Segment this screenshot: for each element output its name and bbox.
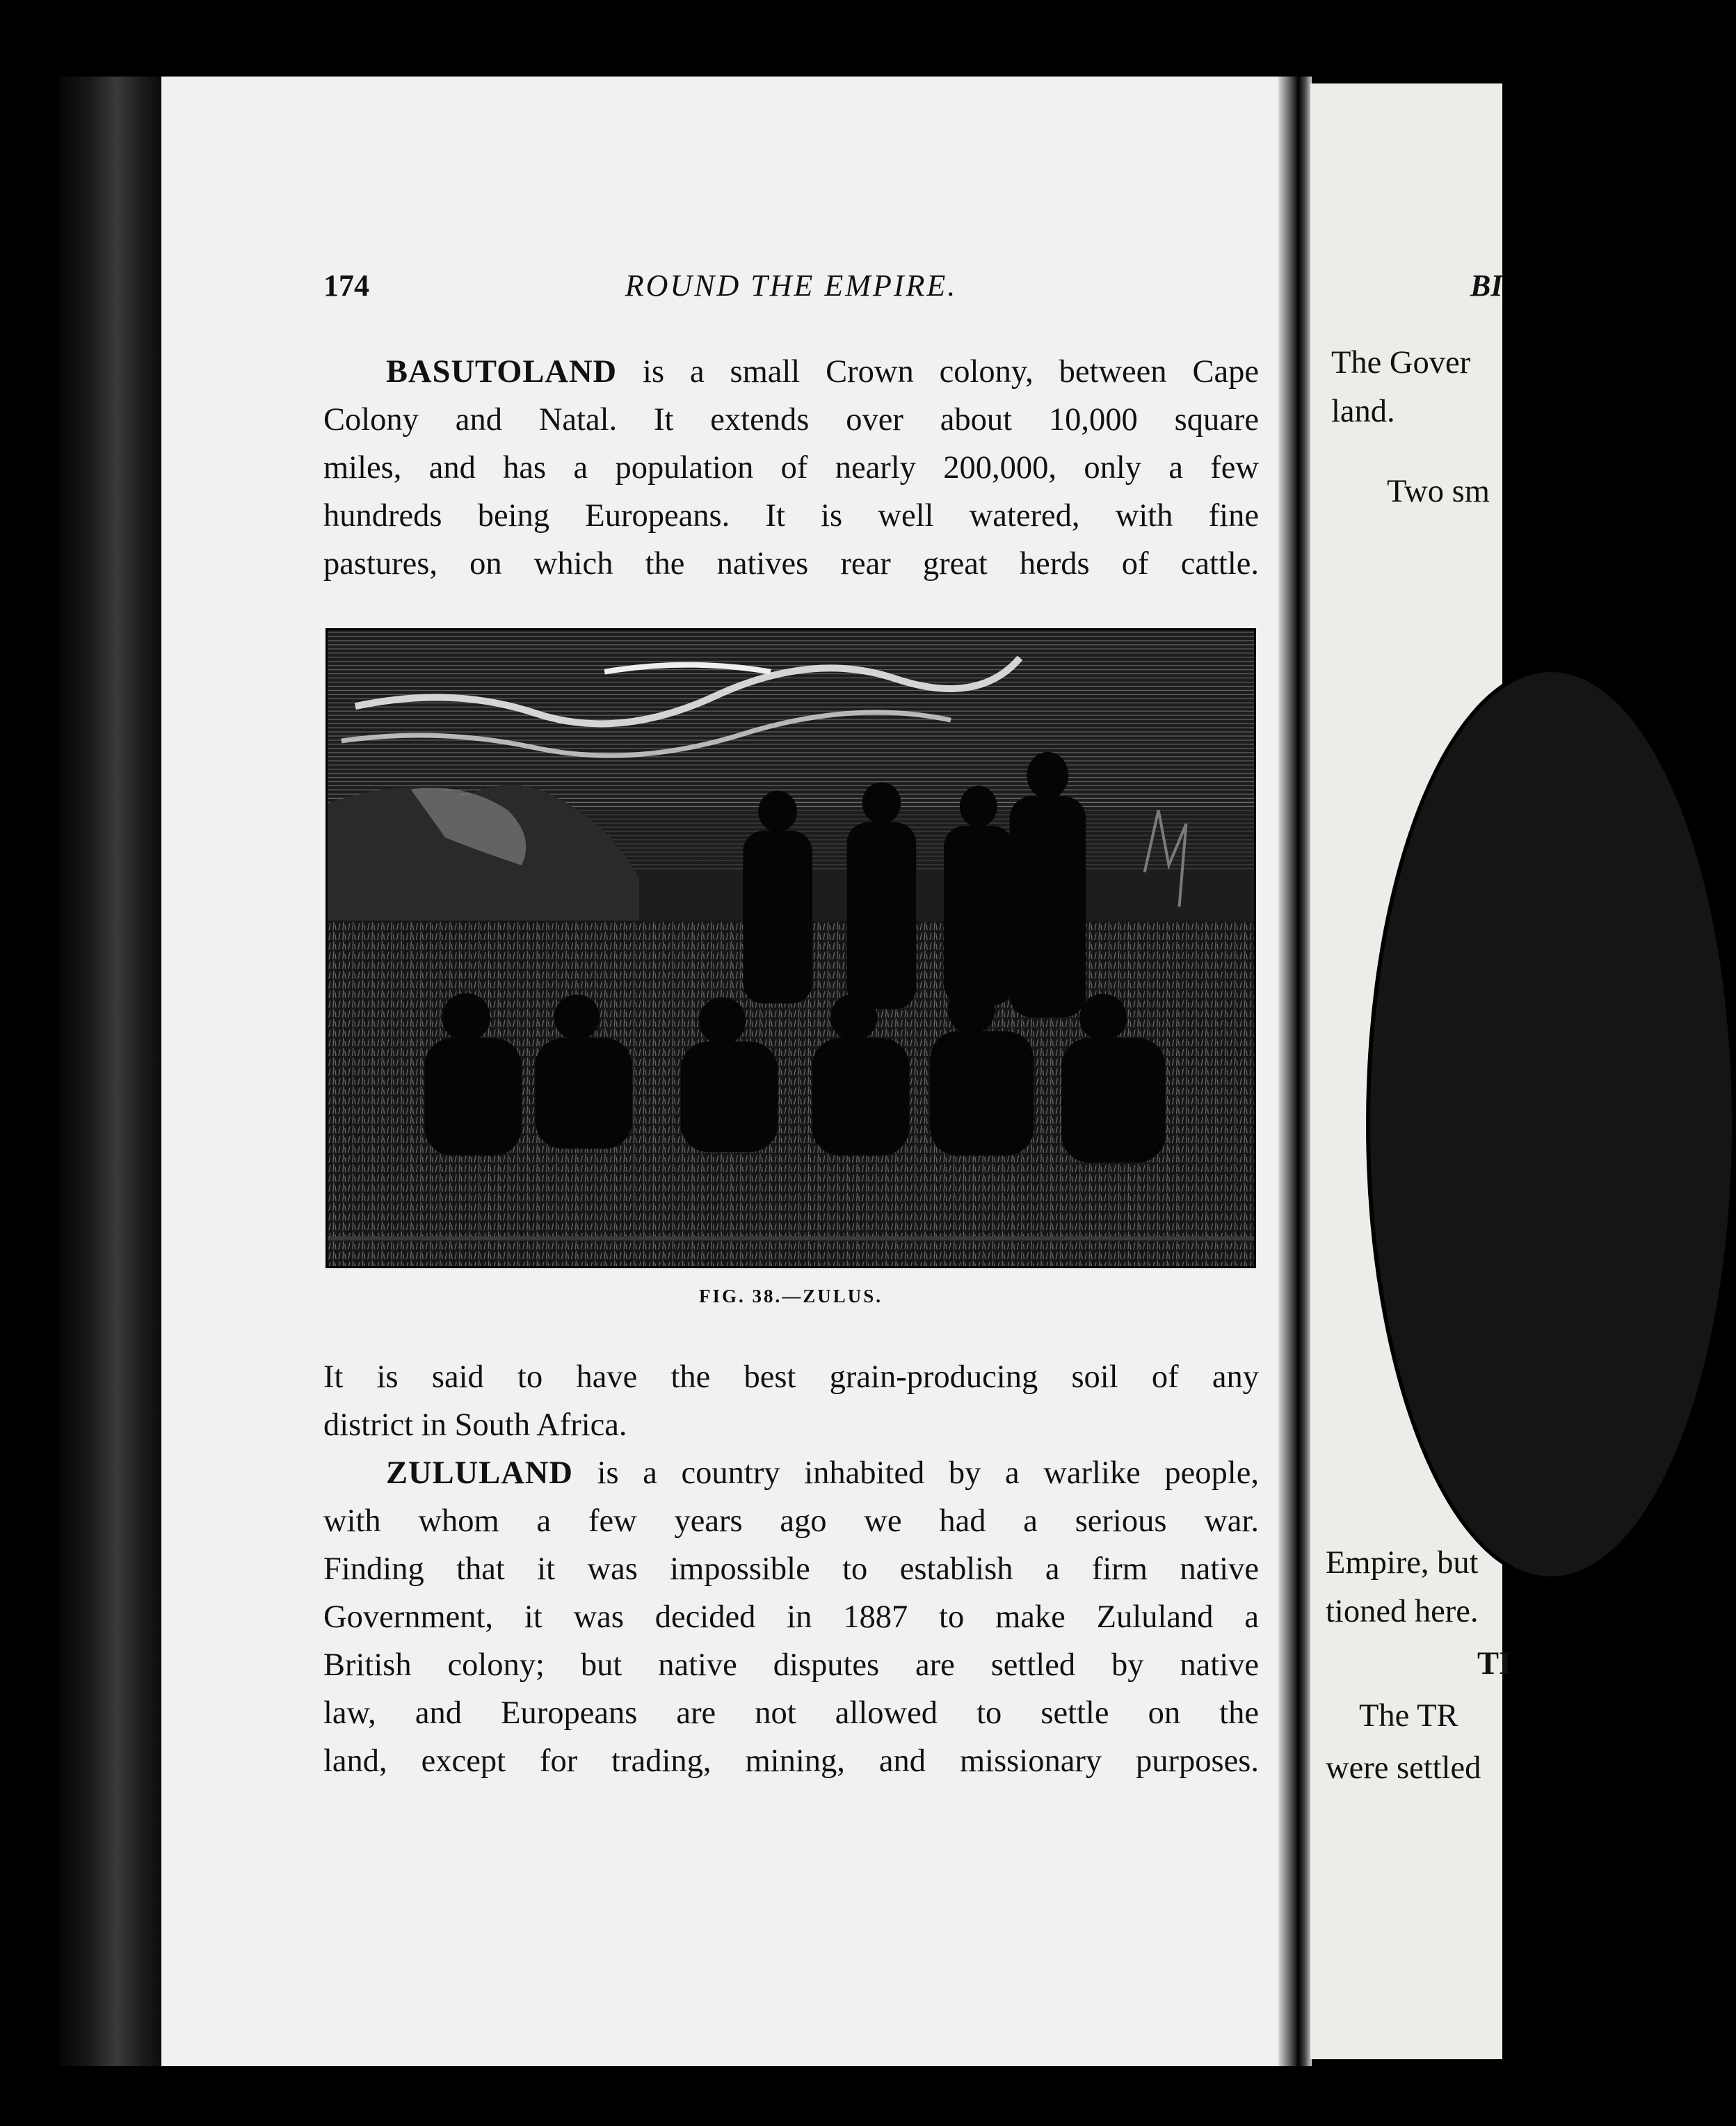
right-line-4: Empire, but <box>1326 1545 1479 1581</box>
right-line-5: tioned here. <box>1326 1594 1479 1629</box>
soil-paragraph <box>323 1353 1259 1449</box>
right-line-7: The TR <box>1359 1698 1458 1734</box>
para3-line-1: is a country inhabited by a warlike people, <box>572 1455 1259 1491</box>
book-spine-edge <box>59 77 163 2066</box>
para3-line-7: land, except for trading, mining, and missionary purposes. <box>323 1743 1259 1779</box>
running-head: ROUND THE EMPIRE. <box>625 269 958 303</box>
book-gutter <box>1278 77 1312 2066</box>
right-page-illustration <box>1366 668 1736 1581</box>
zululand-paragraph <box>323 1449 1259 1785</box>
para3-line-6: law, and Europeans are not allowed to settle on the <box>323 1695 1259 1731</box>
right-line-3: Two sm <box>1387 474 1490 509</box>
right-running-head: BI <box>1470 269 1503 303</box>
para2-line-1: It is said to have the best grain-producing soil of any <box>323 1359 1259 1395</box>
basutoland-heading: BASUTOLAND <box>386 354 618 390</box>
right-line-1: The Gover <box>1331 345 1471 381</box>
para1-line-1: is a small Crown colony, between Cape <box>617 354 1259 390</box>
figure-caption: FIG. 38.—ZULUS. <box>698 1286 883 1306</box>
para1-line-2: Colony and Natal. It extends over about 10,000 square <box>323 402 1259 438</box>
para2-line-2: district in South Africa. <box>323 1407 627 1443</box>
basutoland-paragraph <box>323 348 1259 588</box>
page-number: 174 <box>323 269 369 303</box>
para1-line-5: pastures, on which the natives rear great herds of cattle. <box>323 546 1259 582</box>
zululand-heading: ZULULAND <box>386 1455 573 1491</box>
para3-line-5: British colony; but native disputes are settled by native <box>323 1647 1259 1683</box>
zulus-engraving <box>326 628 1256 1268</box>
right-line-8: were settled <box>1326 1750 1481 1786</box>
page-header <box>323 268 1259 310</box>
para1-line-3: miles, and has a population of nearly 200,000, only a few <box>323 450 1259 486</box>
para3-line-2: with whom a few years ago we had a serious war. <box>323 1503 1259 1539</box>
right-line-6: TI <box>1477 1646 1512 1681</box>
para3-line-4: Government, it was decided in 1887 to make Zululand a <box>323 1599 1259 1635</box>
para1-line-4: hundreds being Europeans. It is well watered, with fine <box>323 498 1259 534</box>
right-line-2: land. <box>1331 394 1395 429</box>
para3-line-3: Finding that it was impossible to establish a firm native <box>323 1551 1259 1587</box>
right-page <box>1310 83 1512 2059</box>
